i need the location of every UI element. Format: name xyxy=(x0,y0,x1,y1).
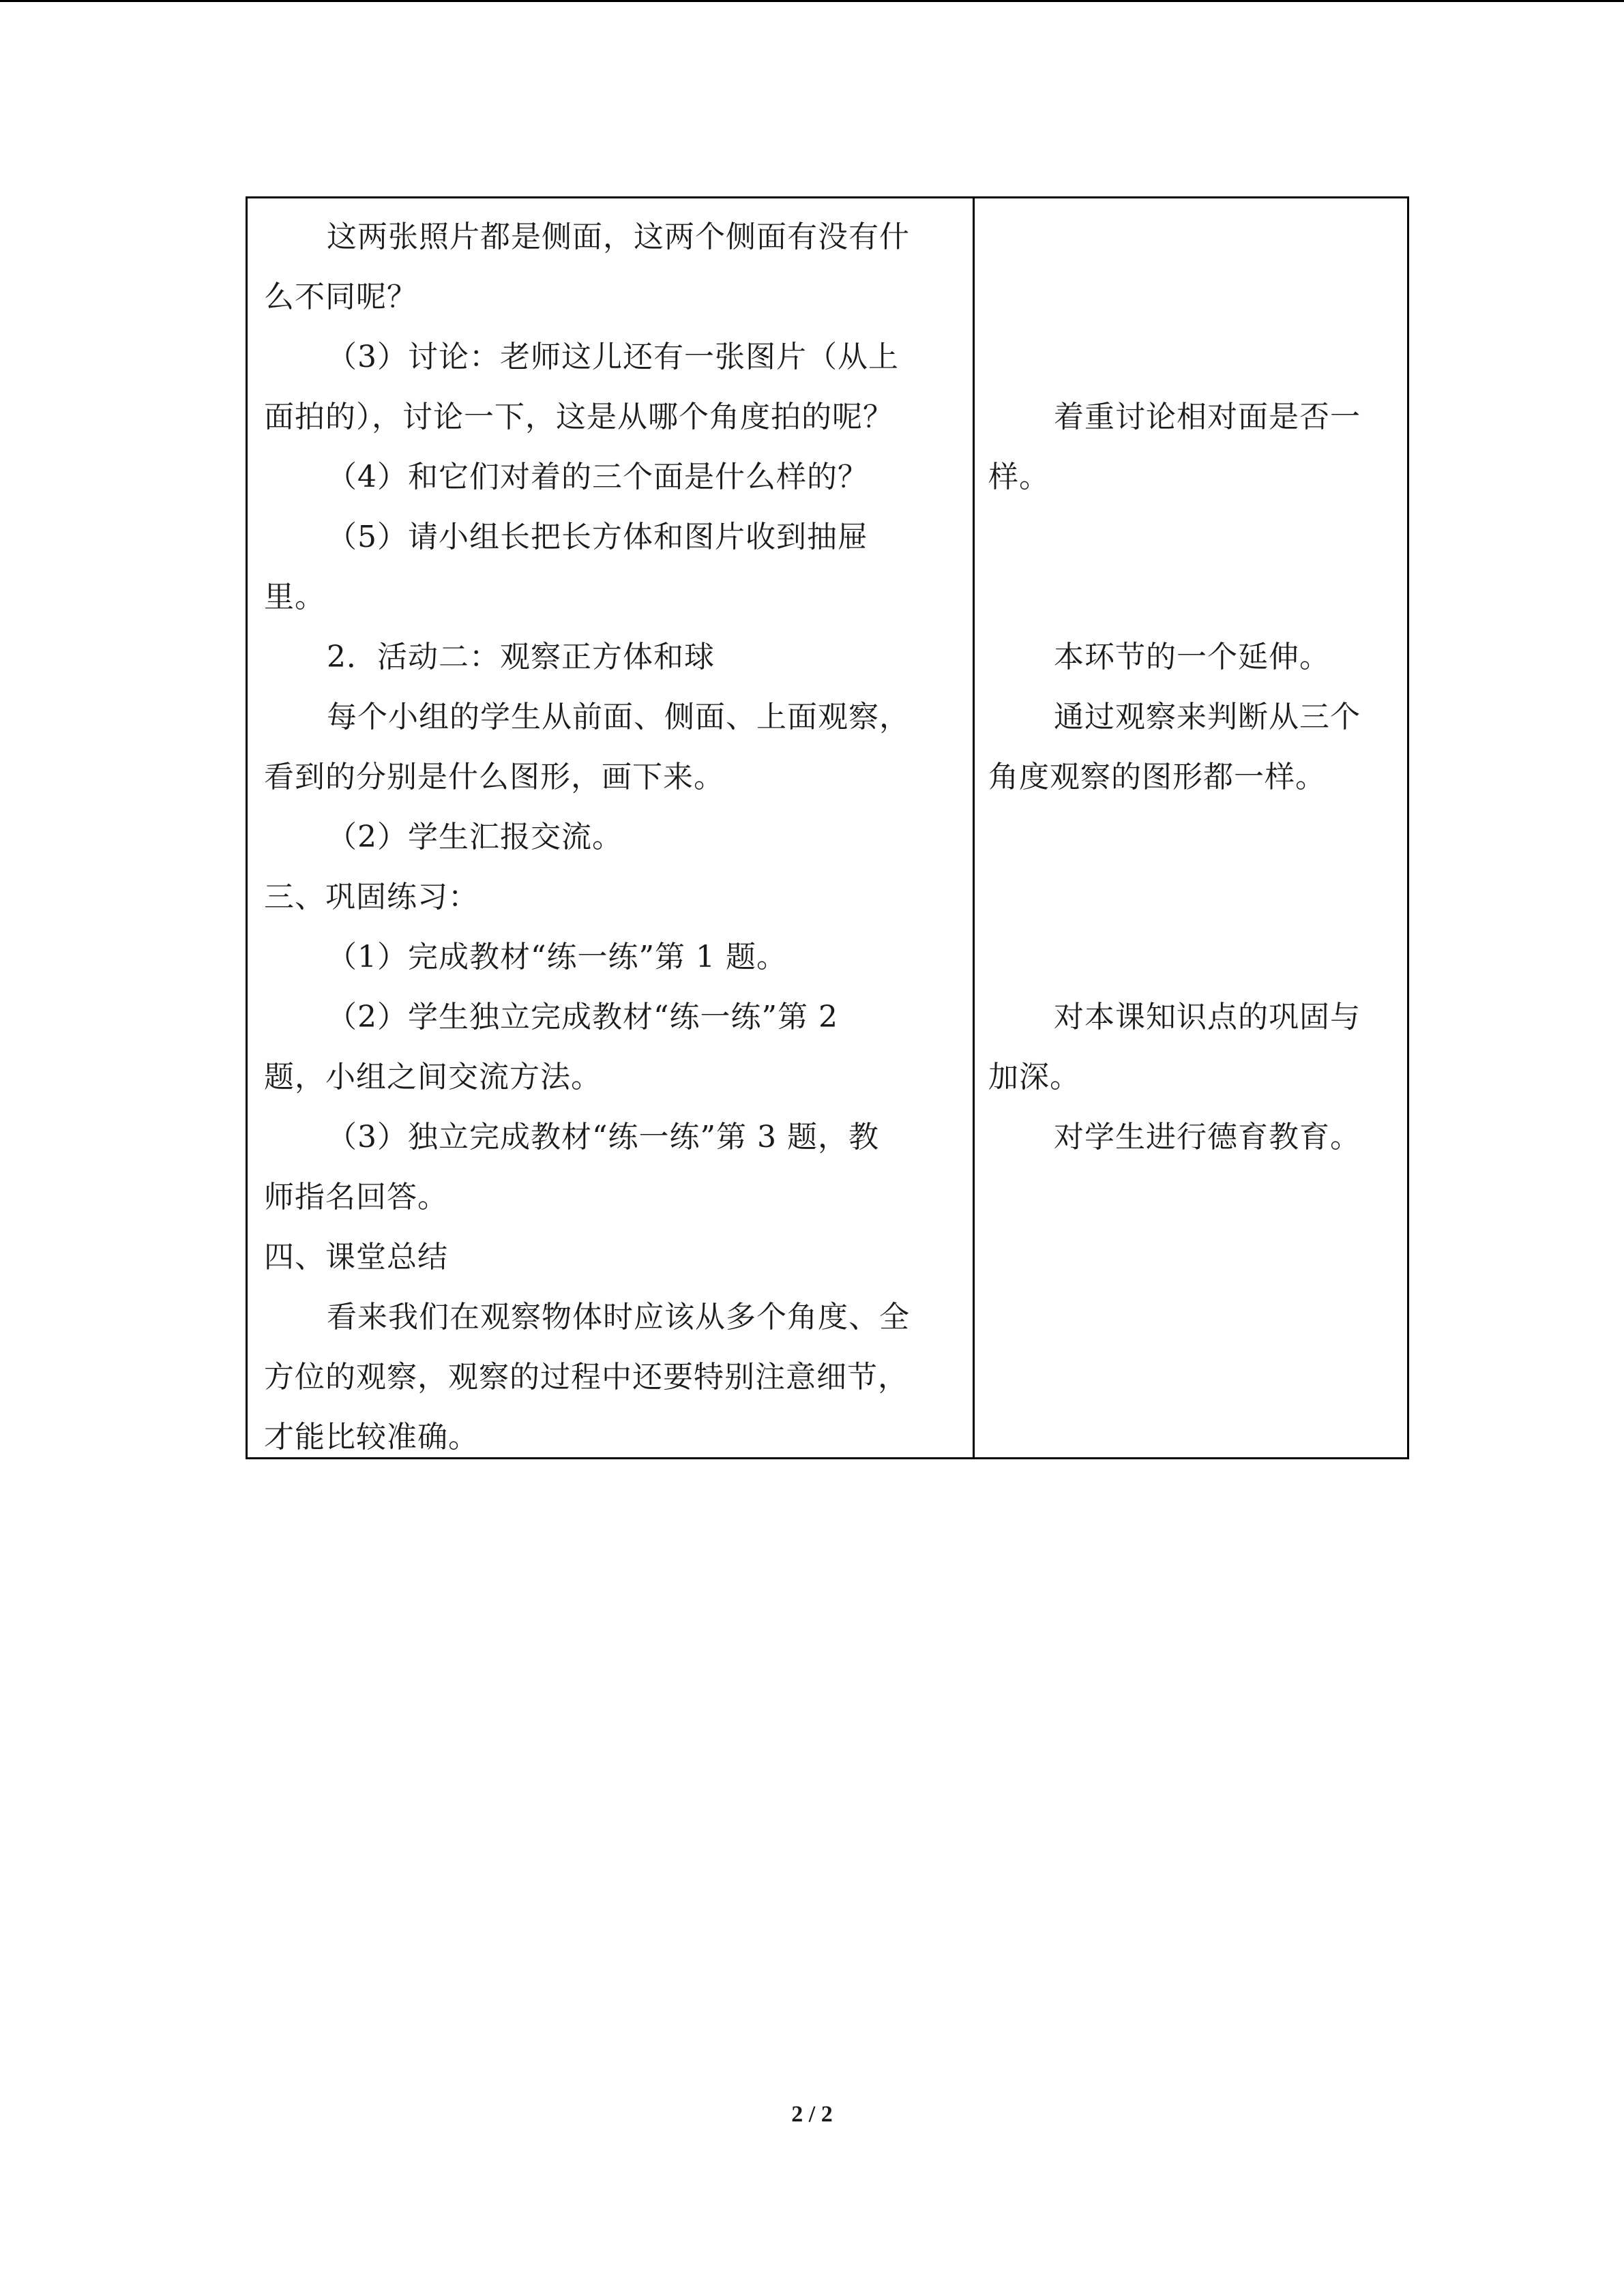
lesson-plan-table xyxy=(246,196,1409,1459)
right-line-7: 加深。 xyxy=(988,1060,1080,1094)
right-line-2: 样。 xyxy=(988,460,1050,494)
left-line-20: 方位的观察，观察的过程中还要特别注意细节， xyxy=(264,1360,909,1395)
left-line-2: 么不同呢？ xyxy=(264,280,417,314)
page-number: 2 / 2 xyxy=(791,2102,833,2127)
teaching-process-column xyxy=(248,198,975,1457)
design-intent-column xyxy=(975,198,1407,1457)
left-line-15: 题，小组之间交流方法。 xyxy=(264,1060,602,1094)
right-line-1: 着重讨论相对面是否一 xyxy=(1054,400,1361,434)
left-line-1: 这两张照片都是侧面，这两个侧面有没有什 xyxy=(327,220,910,254)
left-line-11: （2）学生汇报交流。 xyxy=(327,820,623,854)
right-line-3: 本环节的一个延伸。 xyxy=(1054,640,1330,674)
left-line-19: 看来我们在观察物体时应该从多个角度、全 xyxy=(327,1300,910,1335)
left-line-13: （1）完成教材“练一练”第 1 题。 xyxy=(327,940,787,974)
left-line-16: （3）独立完成教材“练一练”第 3 题，教 xyxy=(327,1120,879,1154)
left-line-7: 里。 xyxy=(264,580,325,614)
left-line-18: 四、课堂总结 xyxy=(264,1240,448,1274)
left-line-12: 三、巩固练习： xyxy=(264,880,479,914)
right-line-6: 对本课知识点的巩固与 xyxy=(1054,1000,1361,1034)
left-line-8: 2．活动二：观察正方体和球 xyxy=(327,640,715,674)
page-top-border xyxy=(0,0,1624,2)
left-line-5: （4）和它们对着的三个面是什么样的？ xyxy=(327,460,868,494)
right-line-8: 对学生进行德育教育。 xyxy=(1054,1120,1361,1154)
left-line-10: 看到的分别是什么图形，画下来。 xyxy=(264,760,724,794)
left-line-4: 面拍的），讨论一下，这是从哪个角度拍的呢？ xyxy=(264,400,894,434)
left-line-3: （3）讨论：老师这儿还有一张图片（从上 xyxy=(327,340,899,374)
right-line-5: 角度观察的图形都一样。 xyxy=(988,760,1326,794)
left-line-17: 师指名回答。 xyxy=(264,1180,448,1214)
left-line-9: 每个小组的学生从前面、侧面、上面观察， xyxy=(327,700,910,734)
right-line-4: 通过观察来判断从三个 xyxy=(1054,700,1361,734)
left-line-6: （5）请小组长把长方体和图片收到抽屉 xyxy=(327,520,868,554)
left-line-14: （2）学生独立完成教材“练一练”第 2 xyxy=(327,1000,838,1034)
left-line-21: 才能比较准确。 xyxy=(264,1420,479,1455)
